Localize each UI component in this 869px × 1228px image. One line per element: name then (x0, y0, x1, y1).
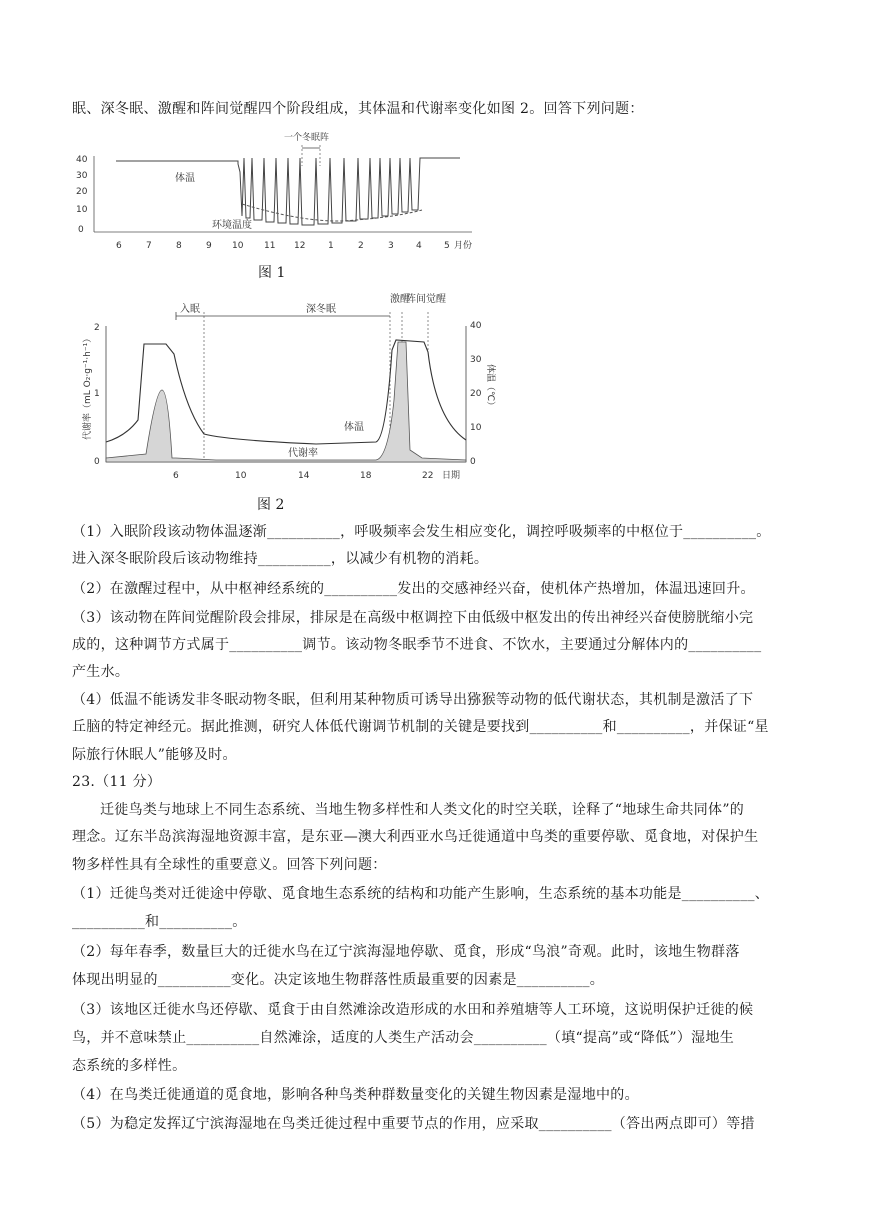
fig1-xtick: 1 (328, 241, 334, 251)
fig1-xtick: 4 (416, 241, 422, 251)
fig1-xtick: 2 (358, 241, 364, 251)
fig2-xtick: 14 (298, 471, 310, 481)
q23-item-line: （2）每年春季，数量巨大的迁徙水鸟在辽宁滨海湿地停歇、觅食，形成“鸟浪”奇观。此时，该地生物群落 (72, 944, 740, 960)
fig2-right-tick: 0 (470, 457, 476, 467)
fig2-right-tick: 10 (470, 423, 482, 433)
fig2-x-unit: 日期 (442, 471, 461, 481)
fig1-x-unit: 月份 (454, 241, 473, 251)
q23-item-line: （3）该地区迁徙水鸟还停歇、觅食于由自然滩涂改造形成的水田和养殖塘等人工环境，这说明保护迁徙的候 (72, 1002, 754, 1018)
fig1-caption: 图 1 (258, 265, 286, 281)
question-line: 丘脑的特定神经元。据此推测，研究人体低代谢调节机制的关键是要找到__________和__________，并保证“星 (72, 719, 769, 735)
q23-item-line: 体现出明显的__________变化。决定该地生物群落性质最重要的因素是__________。 (72, 972, 605, 988)
fig1-xtick: 6 (116, 241, 122, 251)
fig1-body-temp-label: 体温 (175, 173, 195, 184)
q23-item-line: （1）迁徙鸟类对迁徙途中停歇、觅食地生态系统的结构和功能产生影响，生态系统的基本功能是__________、 (72, 886, 770, 902)
intro-text: 眠、深冬眠、激醒和阵间觉醒四个阶段组成，其体温和代谢率变化如图 2。回答下列问题： (72, 101, 644, 117)
fig1-ytick: 40 (76, 155, 88, 165)
fig1-xtick: 12 (294, 241, 306, 251)
fig2-right-tick: 20 (470, 389, 482, 399)
question-line: 际旅行休眠人”能够及时。 (72, 747, 237, 763)
fig1-ytick: 30 (76, 171, 88, 181)
figure-2 (76, 290, 496, 490)
question-line: （1）入眠阶段该动物体温逐渐__________，呼吸频率会发生相应变化，调控呼吸频率的中枢位于__________。 (72, 524, 771, 540)
fig2-left-axis-title: 代谢率（mL O₂·g⁻¹·h⁻¹） (83, 333, 93, 440)
fig1-xtick: 3 (388, 241, 394, 251)
question-line: （3）该动物在阵间觉醒阶段会排尿，排尿是在高级中枢调控下由低级中枢发出的传出神经兴奋使膀胱缩小完 (72, 610, 754, 626)
fig1-xtick: 8 (176, 241, 182, 251)
fig2-left-tick: 1 (94, 389, 100, 399)
fig2-left-tick: 2 (94, 323, 100, 333)
question-line: （4）低温不能诱发非冬眠动物冬眠，但利用某种物质可诱导出猕猴等动物的低代谢状态，其机制是激活了下 (72, 692, 754, 708)
q23-item-line: （4）在鸟类迁徙通道的觅食地，影响各种鸟类种群数量变化的关键生物因素是湿地中的。 (72, 1087, 639, 1103)
fig2-phase-jixing: 激醒 (390, 294, 410, 305)
fig2-right-tick: 40 (470, 321, 482, 331)
question-line: 产生水。 (72, 664, 130, 680)
fig1-bracket-label: 一个冬眠阵 (284, 133, 330, 143)
fig1-xtick: 7 (146, 241, 152, 251)
fig1-ytick: 0 (78, 225, 84, 235)
fig2-phase-zhenjian: 阵间觉醒 (406, 294, 446, 305)
q23-intro-line: 迁徙鸟类与地球上不同生态系统、当地生物多样性和人类文化的时空关联，诠释了“地球生命共同体”的 (100, 802, 745, 818)
fig2-xtick: 10 (235, 471, 247, 481)
fig2-xtick: 22 (422, 471, 434, 481)
fig1-xtick: 10 (232, 241, 244, 251)
q23-item-line: （5）为稳定发挥辽宁滨海湿地在鸟类迁徙过程中重要节点的作用，应采取__________（答出两点即可）等措 (72, 1116, 755, 1132)
fig2-caption: 图 2 (257, 497, 285, 513)
fig2-right-axis-title: 体温（℃） (485, 364, 495, 411)
fig2-phase-shendongmian: 深冬眠 (306, 304, 336, 315)
fig2-metabolic-label: 代谢率 (288, 448, 318, 459)
q23-intro-line: 理念。辽东半岛滨海湿地资源丰富，是东亚—澳大利西亚水鸟迁徙通道中鸟类的重要停歇、觅食地，对保护生 (72, 829, 759, 845)
fig2-left-tick: 0 (94, 457, 100, 467)
q23-intro-line: 物多样性具有全球性的重要意义。回答下列问题： (72, 857, 387, 873)
q23-item-line: 态系统的多样性。 (72, 1058, 187, 1074)
fig1-xtick: 11 (264, 241, 276, 251)
q23-item-line: __________和__________。 (72, 914, 247, 930)
q23-header: 23.（11 分） (72, 774, 162, 790)
fig2-metabolic-area (106, 342, 466, 462)
fig1-env-temp-label: 环境温度 (212, 220, 252, 231)
fig1-xtick: 5 (444, 241, 450, 251)
fig2-body-temp-label: 体温 (344, 422, 364, 433)
figure-1 (72, 128, 492, 253)
fig2-right-tick: 30 (470, 355, 482, 365)
fig1-body-temp-line (116, 158, 460, 225)
fig2-xtick: 6 (173, 471, 179, 481)
question-line: （2）在激醒过程中，从中枢神经系统的__________发出的交感神经兴奋，使机体产热增加，体温迅速回升。 (72, 581, 755, 597)
fig1-ytick: 10 (76, 205, 88, 215)
question-line: 进入深冬眠阶段后该动物维持__________，以减少有机物的消耗。 (72, 551, 489, 567)
fig2-phase-ruming: 入眠 (180, 304, 200, 315)
fig1-xtick: 9 (206, 241, 212, 251)
q23-item-line: 鸟，并不意味禁止__________自然滩涂，适度的人类生产活动会__________（填“提高”或“降低”）湿地生 (72, 1030, 735, 1046)
question-line: 成的，这种调节方式属于__________调节。该动物冬眠季节不进食、不饮水，主要通过分解体内的__________ (72, 637, 762, 653)
fig1-ytick: 20 (76, 187, 88, 197)
fig2-xtick: 18 (360, 471, 372, 481)
